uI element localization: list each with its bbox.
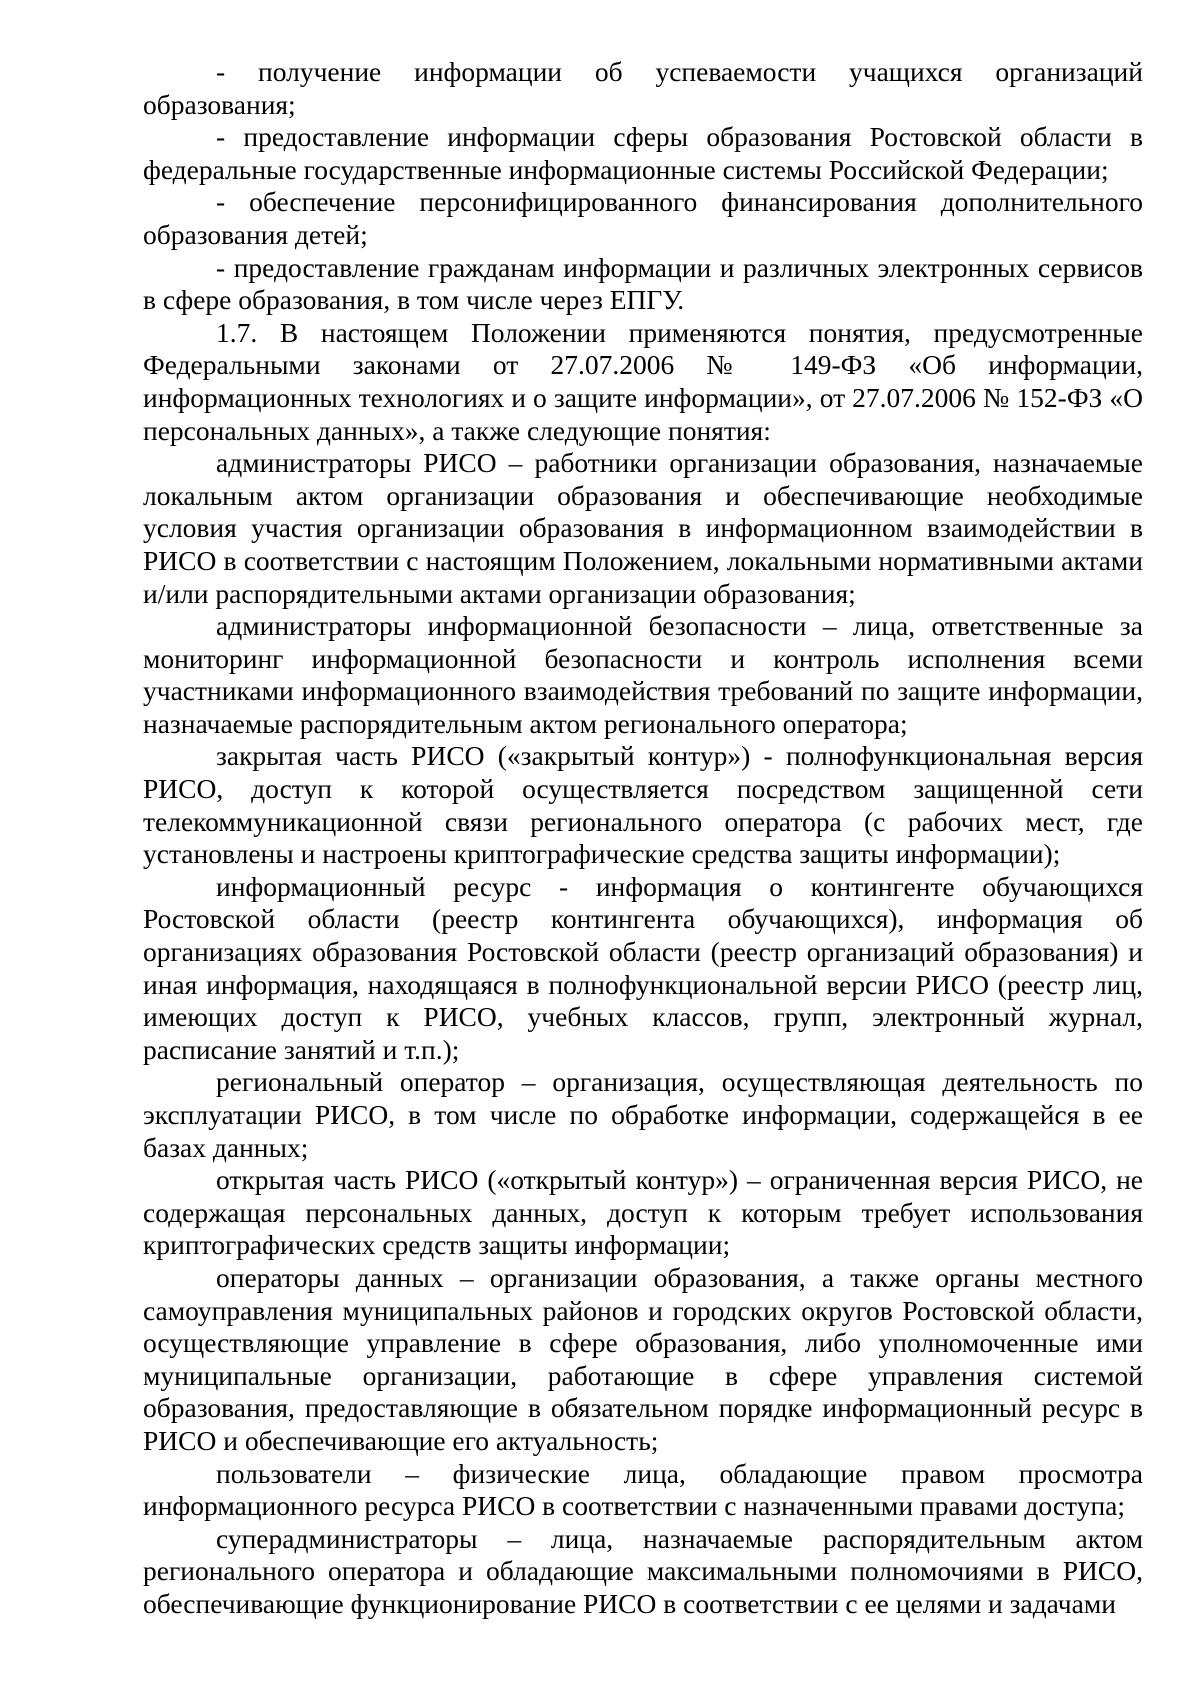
- definition-riso-administrators: администраторы РИСО – работники организации образования, назначаемые локальным актом организации образования и обеспечивающие необходимые условия участия организации образования в информационном взаимодействии в РИСО в соответствии с настоящим Положением, локальными нормативными актами и/или распорядительными актами организации образования;: [143, 447, 1143, 609]
- definition-open-part: открытая часть РИСО («открытый контур») – ограниченная версия РИСО, не содержащая персональных данных, доступ к которым требует использования криптографических средств защиты информации;: [143, 1164, 1143, 1261]
- section-1-7-paragraph: 1.7. В настоящем Положении применяются понятия, предусмотренные Федеральными законами от 27.07.2006 № 149-ФЗ «Об информации, информационных технологиях и о защите информации», от 27.07.2006 № 152-ФЗ «О персональных данных», а также следующие понятия:: [143, 316, 1143, 446]
- list-item-citizen-services: - предоставление гражданам информации и различных электронных сервисов в сфере образования, в том числе через ЕПГУ.: [143, 251, 1143, 316]
- definition-information-resource: информационный ресурс - информация о контингенте обучающихся Ростовской области (реестр контингента обучающихся), информация об организациях образования Ростовской области (реестр организаций образования) и иная информация, находящаяся в полнофункциональной версии РИСО (реестр лиц, имеющих доступ к РИСО, учебных классов, групп, электронный журнал, расписание занятий и т.п.);: [143, 870, 1143, 1065]
- document-body: [143, 56, 1143, 1621]
- list-item-personalized-financing: - обеспечение персонифицированного финансирования дополнительного образования детей;: [143, 186, 1143, 250]
- definition-regional-operator: региональный оператор – организация, осуществляющая деятельность по эксплуатации РИСО, в том числе по обработке информации, содержащейся в ее базах данных;: [143, 1066, 1143, 1163]
- definition-superadministrators: суперадминистраторы – лица, назначаемые распорядительным актом регионального оператора и обладающие максимальными полномочиями в РИСО, обеспечивающие функционирование РИСО в соответствии с ее целями и задачами: [143, 1522, 1143, 1619]
- definition-data-operators: операторы данных – организации образования, а также органы местного самоуправления муниципальных районов и городских округов Ростовской области, осуществляющие управление в сфере образования, либо уполномоченные ими муниципальные организации, работающие в сфере управления системой образования, предоставляющие в обязательном порядке информационный ресурс в РИСО и обеспечивающие его актуальность;: [143, 1261, 1143, 1456]
- definition-closed-part: закрытая часть РИСО («закрытый контур») - полнофункциональная версия РИСО, доступ к которой осуществляется посредством защищенной сети телекоммуникационной связи регионального оператора (с рабочих мест, где установлены и настроены криптографические средства защиты информации);: [143, 740, 1143, 870]
- list-item-federal-systems: - предоставление информации сферы образования Ростовской области в федеральные государственные информационные системы Российской Федерации;: [143, 121, 1143, 185]
- list-item-performance-info: - получение информации об успеваемости учащихся организаций образования;: [143, 56, 1143, 120]
- definition-users: пользователи – физические лица, обладающие правом просмотра информационного ресурса РИСО в соответствии с назначенными правами доступа;: [143, 1457, 1143, 1522]
- definition-security-administrators: администраторы информационной безопасности – лица, ответственные за мониторинг информационной безопасности и контроль исполнения всеми участниками информационного взаимодействия требований по защите информации, назначаемые распорядительным актом регионального оператора;: [143, 610, 1143, 739]
